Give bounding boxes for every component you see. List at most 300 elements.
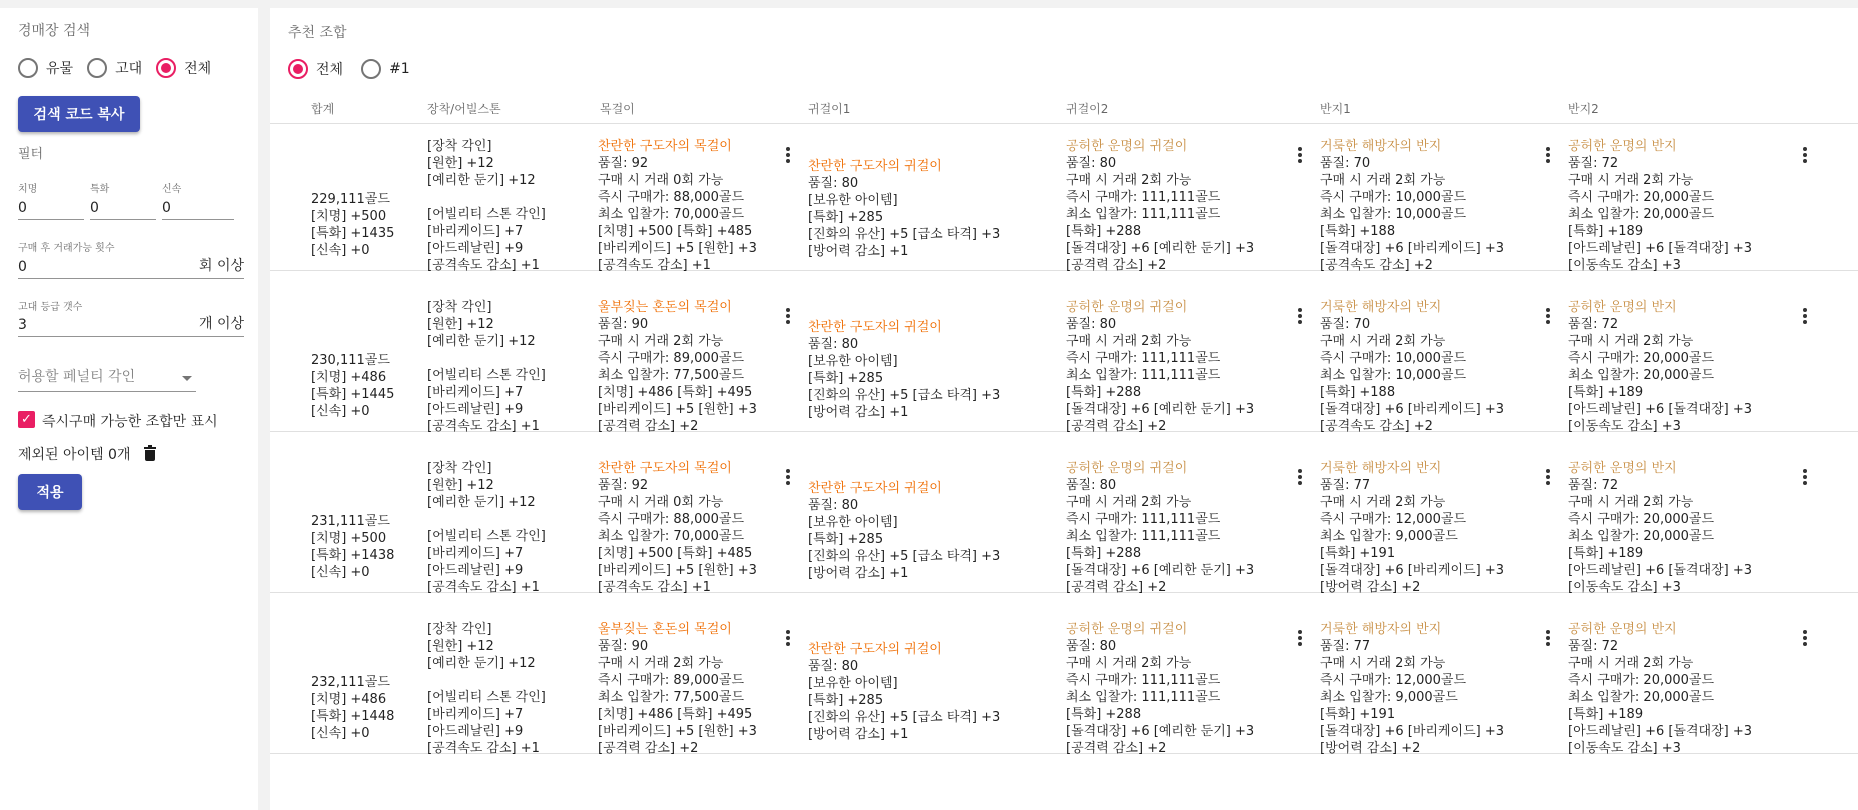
cell-text: 거룩한 해방자의 반지 <box>1320 461 1442 476</box>
cell-text: [이동속도 감소] +3 <box>1568 419 1681 434</box>
cell-text: 최소 입찰가: 77,500골드 <box>598 690 745 705</box>
cell-text: 즉시 구매가: 20,000골드 <box>1568 673 1715 688</box>
cell-text: [어빌리티 스톤 각인] <box>427 368 546 383</box>
cell-text: [공격속도 감소] +1 <box>598 258 711 273</box>
crit-input[interactable] <box>18 196 84 220</box>
cell-text: 최소 입찰가: 20,000골드 <box>1568 529 1715 544</box>
cell-text: [진화의 유산] +5 [급소 타격] +3 <box>808 227 1001 242</box>
spacer <box>427 350 546 367</box>
cell-text: [신속] +0 <box>311 243 370 258</box>
cell-text: [돌격대장] +6 [예리한 둔기] +3 <box>1066 724 1255 739</box>
grade-radio-group <box>18 58 225 78</box>
cell-text: [장착 각인] <box>427 461 492 476</box>
cell-text: 구매 시 거래 2회 가능 <box>1568 334 1694 349</box>
recommendation-title: 추천 조합 <box>288 25 347 41</box>
cell-text: [공격력 감소] +2 <box>598 419 699 434</box>
cell-equip <box>427 138 546 274</box>
cell-text: 공허한 운명의 반지 <box>1568 461 1677 476</box>
cell-text: 구매 시 거래 2회 가능 <box>1066 656 1192 671</box>
radio-label: 전체 <box>184 61 212 77</box>
filter-title: 필터 <box>18 147 44 162</box>
cell-text: 찬란한 구도자의 목걸이 <box>598 139 732 154</box>
cell-text: 품질: 80 <box>1066 317 1117 332</box>
cell-text: [보유한 아이템] <box>808 193 898 208</box>
cell-text: 품질: 80 <box>1066 639 1117 654</box>
grade-radio-ancient[interactable] <box>87 58 142 78</box>
cell-text: [예리한 둔기] +12 <box>427 656 536 671</box>
cell-text: [치명] +486 [특화] +495 <box>598 385 753 400</box>
cell-text: [신속] +0 <box>311 404 370 419</box>
cell-ring1 <box>1320 621 1504 757</box>
cell-text: 공허한 운명의 반지 <box>1568 139 1677 154</box>
cell-text: 구매 시 거래 2회 가능 <box>1320 656 1446 671</box>
cell-text: [특화] +1445 <box>311 387 395 402</box>
more-vert-icon[interactable] <box>1803 469 1807 485</box>
cell-text: [공격력 감소] +2 <box>1066 580 1167 595</box>
more-vert-icon[interactable] <box>1546 630 1550 646</box>
cell-text: 즉시 구매가: 10,000골드 <box>1320 190 1467 205</box>
header-earring2: 귀걸이2 <box>1066 102 1109 116</box>
cell-text: 품질: 72 <box>1568 156 1619 171</box>
radio-icon <box>87 58 107 78</box>
cell-text: [특화] +189 <box>1568 707 1644 722</box>
more-vert-icon[interactable] <box>1803 630 1807 646</box>
cell-text: 최소 입찰가: 10,000골드 <box>1320 368 1467 383</box>
cell-text: [이동속도 감소] +3 <box>1568 580 1681 595</box>
combo-radio-group <box>288 59 424 79</box>
cell-earring1 <box>808 158 1000 260</box>
cell-earring2 <box>1066 299 1254 435</box>
cell-text: [돌격대장] +6 [예리한 둔기] +3 <box>1066 241 1255 256</box>
search-sidebar <box>0 8 258 810</box>
cell-text: [치명] +500 <box>311 531 387 546</box>
cell-text: 최소 입찰가: 20,000골드 <box>1568 368 1715 383</box>
cell-text: [어빌리티 스톤 각인] <box>427 529 546 544</box>
more-vert-icon[interactable] <box>786 630 790 646</box>
cell-text: [공격속도 감소] +2 <box>1320 258 1433 273</box>
header-sum: 합계 <box>311 102 335 116</box>
cell-text: 최소 입찰가: 111,111골드 <box>1066 529 1221 544</box>
cell-text: [공격속도 감소] +1 <box>598 580 711 595</box>
cell-equip <box>427 299 546 435</box>
cell-text: [이동속도 감소] +3 <box>1568 258 1681 273</box>
cell-text: [공격속도 감소] +1 <box>427 258 540 273</box>
cell-text: [돌격대장] +6 [바리케이드] +3 <box>1320 563 1505 578</box>
cell-text: [특화] +188 <box>1320 224 1396 239</box>
cell-text: 공허한 운명의 귀걸이 <box>1066 300 1188 315</box>
cell-text: [공격속도 감소] +1 <box>427 580 540 595</box>
cell-text: [방어력 감소] +1 <box>808 244 909 259</box>
cell-text: [장착 각인] <box>427 300 492 315</box>
spec-label: 특화 <box>90 184 110 195</box>
cell-text: [방어력 감소] +1 <box>808 566 909 581</box>
cell-text: [진화의 유산] +5 [급소 타격] +3 <box>808 388 1001 403</box>
cell-text: 품질: 92 <box>598 478 649 493</box>
cell-text: [예리한 둔기] +12 <box>427 495 536 510</box>
cell-text: [특화] +288 <box>1066 224 1142 239</box>
cell-text: 품질: 80 <box>808 337 859 352</box>
cell-text: 즉시 구매가: 111,111골드 <box>1066 673 1221 688</box>
cell-text: 품질: 72 <box>1568 317 1619 332</box>
spacer <box>427 189 546 206</box>
cell-text: [진화의 유산] +5 [급소 타격] +3 <box>808 710 1001 725</box>
cell-text: [보유한 아이템] <box>808 354 898 369</box>
cell-text: 229,111골드 <box>311 192 390 207</box>
cell-necklace <box>598 138 757 274</box>
trade-count-value: 0 <box>18 259 27 275</box>
cell-text: [공격속도 감소] +1 <box>427 741 540 756</box>
cell-text: [바리케이드] +7 <box>427 707 524 722</box>
more-vert-icon[interactable] <box>1298 469 1302 485</box>
cell-ring2 <box>1568 460 1752 596</box>
search-panel-title: 경매장 검색 <box>18 23 91 39</box>
radio-selected-icon <box>288 59 308 79</box>
cell-ring1 <box>1320 138 1504 274</box>
cell-earring2 <box>1066 138 1254 274</box>
cell-text: [아드레날린] +6 [돌격대장] +3 <box>1568 724 1753 739</box>
more-vert-icon[interactable] <box>1803 308 1807 324</box>
cell-text: 최소 입찰가: 70,000골드 <box>598 529 745 544</box>
cell-text: [특화] +1448 <box>311 709 395 724</box>
cell-text: [돌격대장] +6 [바리케이드] +3 <box>1320 724 1505 739</box>
cell-text: 구매 시 거래 2회 가능 <box>1320 495 1446 510</box>
cell-text: 품질: 77 <box>1320 639 1371 654</box>
cell-text: 최소 입찰가: 9,000골드 <box>1320 529 1458 544</box>
cell-sum <box>311 674 394 742</box>
cell-ring1 <box>1320 460 1504 596</box>
radio-label: #1 <box>389 61 410 77</box>
cell-text: [특화] +285 <box>808 371 884 386</box>
cell-text: 구매 시 거래 2회 가능 <box>1568 495 1694 510</box>
cell-text: [치명] +486 <box>311 692 387 707</box>
spec-input[interactable] <box>90 196 156 220</box>
cell-text: [특화] +189 <box>1568 546 1644 561</box>
cell-text: 품질: 80 <box>808 659 859 674</box>
cell-text: 즉시 구매가: 89,000골드 <box>598 673 745 688</box>
cell-text: [아드레날린] +9 <box>427 563 524 578</box>
cell-text: 최소 입찰가: 20,000골드 <box>1568 690 1715 705</box>
cell-text: 구매 시 거래 2회 가능 <box>1320 173 1446 188</box>
table-row <box>270 457 1858 593</box>
grade-radio-all[interactable] <box>156 58 211 78</box>
cell-text: [원한] +12 <box>427 478 494 493</box>
cell-text: [바리케이드] +5 [원한] +3 <box>598 563 757 578</box>
cell-text: 품질: 80 <box>808 498 859 513</box>
header-necklace: 목걸이 <box>600 102 635 116</box>
cell-text: 품질: 80 <box>808 176 859 191</box>
cell-text: [치명] +500 [특화] +485 <box>598 224 753 239</box>
cell-text: 구매 시 거래 2회 가능 <box>1066 334 1192 349</box>
cell-text: [돌격대장] +6 [바리케이드] +3 <box>1320 402 1505 417</box>
cell-text: [특화] +285 <box>808 532 884 547</box>
recommendation-panel <box>270 8 1858 810</box>
cell-necklace <box>598 299 757 435</box>
header-ring1: 반지1 <box>1320 102 1351 116</box>
cell-text: [특화] +285 <box>808 693 884 708</box>
cell-necklace <box>598 621 757 757</box>
trade-count-label: 구매 후 거래가능 횟수 <box>18 243 115 254</box>
cell-text: 즉시 구매가: 12,000골드 <box>1320 673 1467 688</box>
cell-text: [치명] +486 [특화] +495 <box>598 707 753 722</box>
crit-label: 치명 <box>18 184 38 195</box>
cell-text: 최소 입찰가: 10,000골드 <box>1320 207 1467 222</box>
more-vert-icon[interactable] <box>1546 147 1550 163</box>
cell-text: 즉시 구매가: 12,000골드 <box>1320 512 1467 527</box>
cell-text: [특화] +288 <box>1066 385 1142 400</box>
more-vert-icon[interactable] <box>1803 147 1807 163</box>
cell-text: [특화] +189 <box>1568 385 1644 400</box>
cell-text: 최소 입찰가: 70,000골드 <box>598 207 745 222</box>
more-vert-icon[interactable] <box>786 147 790 163</box>
cell-text: 품질: 90 <box>598 639 649 654</box>
cell-sum <box>311 352 394 420</box>
table-row <box>270 135 1858 271</box>
cell-text: [공격력 감소] +2 <box>1066 741 1167 756</box>
cell-text: 최소 입찰가: 20,000골드 <box>1568 207 1715 222</box>
cell-text: 품질: 92 <box>598 156 649 171</box>
cell-earring2 <box>1066 621 1254 757</box>
cell-text: 구매 시 거래 2회 가능 <box>1066 495 1192 510</box>
cell-text: 즉시 구매가: 88,000골드 <box>598 512 745 527</box>
header-ring2: 반지2 <box>1568 102 1599 116</box>
cell-text: 공허한 운명의 반지 <box>1568 622 1677 637</box>
arrow-drop-down-icon <box>182 376 192 381</box>
combo-radio-1[interactable] <box>361 59 410 79</box>
cell-text: [이동속도 감소] +3 <box>1568 741 1681 756</box>
cell-earring2 <box>1066 460 1254 596</box>
ancient-count-suffix: 개 이상 <box>198 316 244 332</box>
cell-ring2 <box>1568 138 1752 274</box>
cell-text: 찬란한 구도자의 목걸이 <box>598 461 732 476</box>
cell-text: [특화] +1438 <box>311 548 395 563</box>
cell-text: 품질: 80 <box>1066 156 1117 171</box>
cell-text: 품질: 72 <box>1568 478 1619 493</box>
cell-text: 구매 시 거래 2회 가능 <box>1066 173 1192 188</box>
cell-text: 즉시 구매가: 20,000골드 <box>1568 351 1715 366</box>
cell-text: [바리케이드] +5 [원한] +3 <box>598 724 757 739</box>
cell-text: [특화] +191 <box>1320 707 1396 722</box>
cell-text: [아드레날린] +6 [돌격대장] +3 <box>1568 241 1753 256</box>
cell-text: [방어력 감소] +1 <box>808 405 909 420</box>
cell-text: [방어력 감소] +2 <box>1320 741 1421 756</box>
cell-text: [바리케이드] +5 [원한] +3 <box>598 402 757 417</box>
more-vert-icon[interactable] <box>786 469 790 485</box>
cell-text: 즉시 구매가: 88,000골드 <box>598 190 745 205</box>
cell-text: 거룩한 해방자의 반지 <box>1320 300 1442 315</box>
cell-text: [공격력 감소] +2 <box>1066 258 1167 273</box>
radio-selected-icon <box>156 58 176 78</box>
cell-text: 품질: 70 <box>1320 317 1371 332</box>
cell-text: 최소 입찰가: 9,000골드 <box>1320 690 1458 705</box>
cell-text: 울부짖는 혼돈의 목걸이 <box>598 300 732 315</box>
cell-sum <box>311 513 394 581</box>
more-vert-icon[interactable] <box>1298 147 1302 163</box>
cell-text: 거룩한 해방자의 반지 <box>1320 622 1442 637</box>
cell-text: [특화] +188 <box>1320 385 1396 400</box>
radio-label: 유물 <box>46 61 74 77</box>
cell-text: [특화] +191 <box>1320 546 1396 561</box>
cell-text: 찬란한 구도자의 귀걸이 <box>808 320 942 335</box>
ancient-count-value: 3 <box>18 317 27 333</box>
cell-text: [예리한 둔기] +12 <box>427 334 536 349</box>
radio-icon <box>18 58 38 78</box>
instant-buy-checkbox[interactable] <box>18 411 35 428</box>
cell-text: [원한] +12 <box>427 156 494 171</box>
cell-text: [특화] +189 <box>1568 224 1644 239</box>
cell-text: 구매 시 거래 2회 가능 <box>1568 656 1694 671</box>
cell-text: 공허한 운명의 귀걸이 <box>1066 461 1188 476</box>
swift-input[interactable] <box>162 196 234 220</box>
cell-text: [원한] +12 <box>427 639 494 654</box>
cell-text: 즉시 구매가: 10,000골드 <box>1320 351 1467 366</box>
ancient-count-label: 고대 등급 갯수 <box>18 302 83 313</box>
cell-text: [바리케이드] +5 [원한] +3 <box>598 241 757 256</box>
cell-text: 최소 입찰가: 111,111골드 <box>1066 368 1221 383</box>
cell-text: [특화] +1435 <box>311 226 395 241</box>
cell-text: [특화] +285 <box>808 210 884 225</box>
cell-text: [아드레날린] +9 <box>427 241 524 256</box>
cell-text: 최소 입찰가: 111,111골드 <box>1066 207 1221 222</box>
cell-text: 품질: 72 <box>1568 639 1619 654</box>
radio-label: 고대 <box>115 61 143 77</box>
cell-text: [아드레날린] +9 <box>427 402 524 417</box>
cell-text: 구매 시 거래 2회 가능 <box>598 334 724 349</box>
cell-text: [돌격대장] +6 [예리한 둔기] +3 <box>1066 402 1255 417</box>
trade-count-input[interactable] <box>18 255 244 279</box>
cell-ring2 <box>1568 621 1752 757</box>
cell-text: 구매 시 거래 0회 가능 <box>598 495 724 510</box>
cell-text: 즉시 구매가: 111,111골드 <box>1066 351 1221 366</box>
cell-text: [보유한 아이템] <box>808 676 898 691</box>
cell-text: [치명] +500 [특화] +485 <box>598 546 753 561</box>
spacer <box>427 511 546 528</box>
cell-earring1 <box>808 319 1000 421</box>
spec-value: 0 <box>90 200 99 216</box>
cell-text: [신속] +0 <box>311 565 370 580</box>
cell-text: [신속] +0 <box>311 726 370 741</box>
cell-text: [돌격대장] +6 [바리케이드] +3 <box>1320 241 1505 256</box>
cell-text: 구매 시 거래 2회 가능 <box>1568 173 1694 188</box>
penalty-select-placeholder: 허용할 페널티 각인 <box>18 369 136 385</box>
cell-text: [치명] +500 <box>311 209 387 224</box>
cell-text: 거룩한 해방자의 반지 <box>1320 139 1442 154</box>
radio-label: 전체 <box>316 62 344 78</box>
cell-text: [공격력 감소] +2 <box>598 741 699 756</box>
cell-necklace <box>598 460 757 596</box>
penalty-engraving-select[interactable] <box>18 366 196 392</box>
cell-text: 공허한 운명의 반지 <box>1568 300 1677 315</box>
combo-radio-all[interactable] <box>288 59 343 79</box>
cell-text: 230,111골드 <box>311 353 390 368</box>
cell-text: 구매 시 거래 2회 가능 <box>598 656 724 671</box>
cell-ring1 <box>1320 299 1504 435</box>
swift-value: 0 <box>162 200 171 216</box>
header-equip: 장착/어빌스톤 <box>427 102 501 116</box>
more-vert-icon[interactable] <box>786 308 790 324</box>
cell-text: 공허한 운명의 귀걸이 <box>1066 139 1188 154</box>
more-vert-icon[interactable] <box>1546 308 1550 324</box>
check-icon: ✓ <box>21 412 32 427</box>
radio-icon <box>361 59 381 79</box>
cell-text: [특화] +288 <box>1066 707 1142 722</box>
cell-text: [아드레날린] +6 [돌격대장] +3 <box>1568 402 1753 417</box>
cell-sum <box>311 191 394 259</box>
cell-text: [방어력 감소] +1 <box>808 727 909 742</box>
cell-text: [공격속도 감소] +1 <box>427 419 540 434</box>
cell-text: [보유한 아이템] <box>808 515 898 530</box>
copy-search-code-button[interactable]: 검색 코드 복사 <box>18 96 140 132</box>
cell-earring1 <box>808 480 1000 582</box>
more-vert-icon[interactable] <box>1298 308 1302 324</box>
instant-buy-label: 즉시구매 가능한 조합만 표시 <box>42 414 218 430</box>
cell-text: [바리케이드] +7 <box>427 385 524 400</box>
cell-text: [바리케이드] +7 <box>427 224 524 239</box>
cell-text: 찬란한 구도자의 귀걸이 <box>808 481 942 496</box>
spacer <box>427 672 546 689</box>
more-vert-icon[interactable] <box>1546 469 1550 485</box>
cell-text: 찬란한 구도자의 귀걸이 <box>808 159 942 174</box>
cell-text: 231,111골드 <box>311 514 390 529</box>
cell-text: 즉시 구매가: 20,000골드 <box>1568 512 1715 527</box>
trade-count-suffix: 회 이상 <box>198 258 244 274</box>
grade-radio-relic[interactable] <box>18 58 73 78</box>
cell-text: [특화] +288 <box>1066 546 1142 561</box>
cell-equip <box>427 621 546 757</box>
cell-text: 최소 입찰가: 77,500골드 <box>598 368 745 383</box>
table-row <box>270 296 1858 432</box>
cell-text: [원한] +12 <box>427 317 494 332</box>
table-header <box>270 94 1858 124</box>
cell-text: [진화의 유산] +5 [급소 타격] +3 <box>808 549 1001 564</box>
cell-text: [치명] +486 <box>311 370 387 385</box>
cell-text: 찬란한 구도자의 귀걸이 <box>808 642 942 657</box>
cell-text: 즉시 구매가: 89,000골드 <box>598 351 745 366</box>
cell-text: 품질: 77 <box>1320 478 1371 493</box>
cell-text: [공격력 감소] +2 <box>1066 419 1167 434</box>
cell-text: [아드레날린] +9 <box>427 724 524 739</box>
cell-text: [돌격대장] +6 [예리한 둔기] +3 <box>1066 563 1255 578</box>
cell-text: [장착 각인] <box>427 622 492 637</box>
cell-text: 최소 입찰가: 111,111골드 <box>1066 690 1221 705</box>
cell-text: [어빌리티 스톤 각인] <box>427 207 546 222</box>
cell-text: [예리한 둔기] +12 <box>427 173 536 188</box>
cell-text: 구매 시 거래 2회 가능 <box>1320 334 1446 349</box>
cell-text: [장착 각인] <box>427 139 492 154</box>
cell-text: 232,111골드 <box>311 675 390 690</box>
excluded-items-text: 제외된 아이템 0개 <box>18 447 131 463</box>
table-row <box>270 618 1858 754</box>
crit-value: 0 <box>18 200 27 216</box>
cell-text: [공격속도 감소] +2 <box>1320 419 1433 434</box>
cell-text: 즉시 구매가: 20,000골드 <box>1568 190 1715 205</box>
cell-earring1 <box>808 641 1000 743</box>
cell-text: 즉시 구매가: 111,111골드 <box>1066 190 1221 205</box>
ancient-count-input[interactable] <box>18 313 244 337</box>
cell-text: 울부짖는 혼돈의 목걸이 <box>598 622 732 637</box>
cell-ring2 <box>1568 299 1752 435</box>
cell-text: [아드레날린] +6 [돌격대장] +3 <box>1568 563 1753 578</box>
more-vert-icon[interactable] <box>1298 630 1302 646</box>
cell-text: 구매 시 거래 0회 가능 <box>598 173 724 188</box>
apply-button[interactable]: 적용 <box>18 474 82 510</box>
header-earring1: 귀걸이1 <box>808 102 851 116</box>
cell-text: [어빌리티 스톤 각인] <box>427 690 546 705</box>
cell-text: 품질: 90 <box>598 317 649 332</box>
cell-text: [바리케이드] +7 <box>427 546 524 561</box>
cell-text: 품질: 70 <box>1320 156 1371 171</box>
trash-icon[interactable] <box>144 445 156 461</box>
cell-text: 품질: 80 <box>1066 478 1117 493</box>
